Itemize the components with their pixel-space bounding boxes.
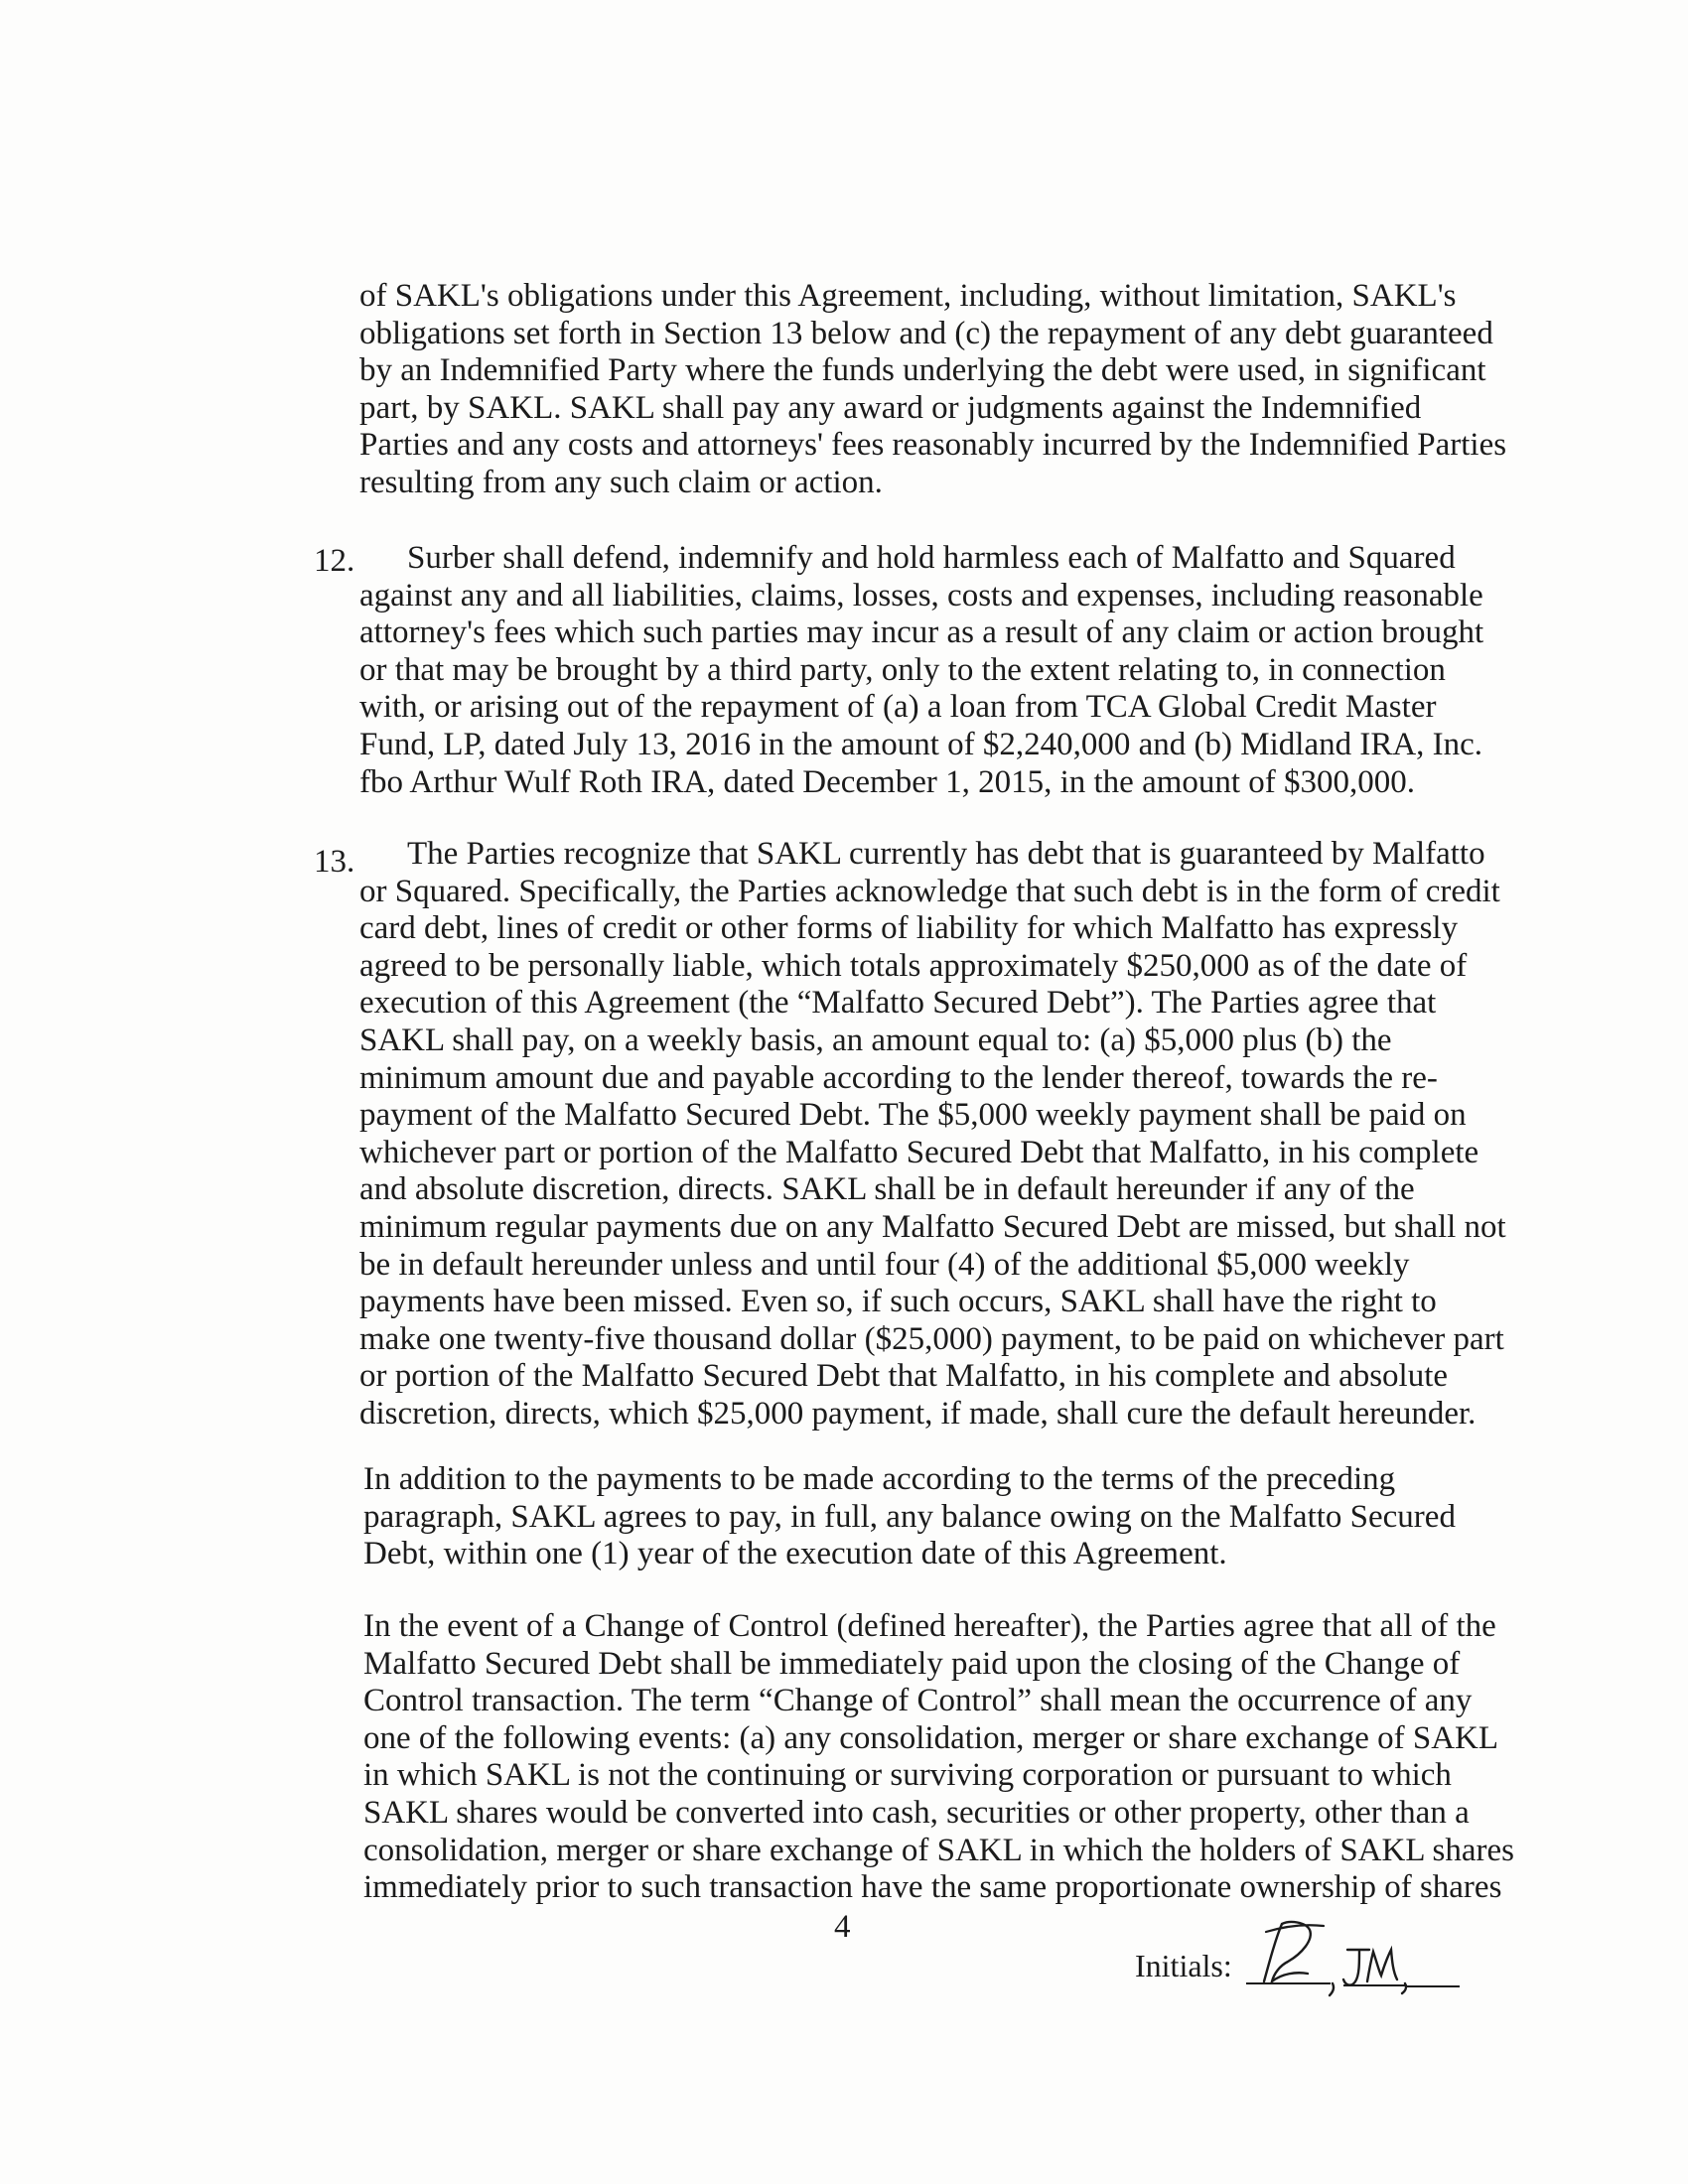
text-line: The Parties recognize that SAKL currently has debt that is guaranteed by Malfatto xyxy=(407,836,1485,872)
paragraph-11-continued xyxy=(359,278,1506,502)
text-line: attorney's fees which such parties may incur as a result of any claim or action brought xyxy=(359,614,1484,651)
section-number-12: 12. xyxy=(314,543,355,579)
initials-blank-line xyxy=(1405,1985,1460,1987)
text-line: make one twenty-five thousand dollar ($25,000) payment, to be paid on whichever part xyxy=(359,1320,1504,1357)
text-line: by an Indemnified Party where the funds underlying the debt were used, in significant xyxy=(359,352,1486,389)
text-line: payment of the Malfatto Secured Debt. The $5,000 weekly payment shall be paid on xyxy=(359,1097,1467,1134)
text-line: against any and all liabilities, claims, losses, costs and expenses, including reasonable xyxy=(359,577,1483,614)
text-line: discretion, directs, which $25,000 payment, if made, shall cure the default hereunder. xyxy=(359,1395,1477,1432)
text-line: or Squared. Specifically, the Parties acknowledge that such debt is in the form of credit xyxy=(359,873,1500,909)
paragraph-additional-payments xyxy=(363,1461,1456,1573)
text-line: In the event of a Change of Control (defined hereafter), the Parties agree that all of the xyxy=(363,1608,1496,1644)
text-line: or that may be brought by a third party, only to the extent relating to, in connection xyxy=(359,651,1446,688)
text-line: fbo Arthur Wulf Roth IRA, dated December 1, 2015, in the amount of $300,000. xyxy=(359,763,1416,800)
text-line: of SAKL's obligations under this Agreement, including, without limitation, SAKL's xyxy=(359,278,1457,314)
text-line: Debt, within one (1) year of the execution date of this Agreement. xyxy=(363,1536,1227,1572)
initials-label: Initials: xyxy=(1135,1948,1232,1983)
text-line: resulting from any such claim or action. xyxy=(359,464,883,500)
text-line: agreed to be personally liable, which totals approximately $250,000 as of the date of xyxy=(359,947,1468,984)
text-line: minimum regular payments due on any Malfatto Secured Debt are missed, but shall not xyxy=(359,1208,1506,1245)
section-number-13: 13. xyxy=(314,844,355,880)
text-line: whichever part or portion of the Malfatto Secured Debt that Malfatto, in his complete xyxy=(359,1134,1479,1170)
text-line: SAKL shares would be converted into cash, securities or other property, other than a xyxy=(363,1794,1470,1831)
text-line: Parties and any costs and attorneys' fees reasonably incurred by the Indemnified Parties xyxy=(359,427,1507,464)
text-line: card debt, lines of credit or other forms of liability for which Malfatto has expressly xyxy=(359,910,1459,947)
page-number: 4 xyxy=(834,1909,851,1945)
text-line: Surber shall defend, indemnify and hold harmless each of Malfatto and Squared xyxy=(407,540,1456,576)
text-line: be in default hereunder unless and until four (4) of the additional $5,000 weekly xyxy=(359,1246,1410,1283)
handwritten-initials-signature xyxy=(1236,1914,1465,2003)
text-line: In addition to the payments to be made according to the terms of the preceding xyxy=(363,1461,1396,1497)
text-line: or portion of the Malfatto Secured Debt that Malfatto, in his complete and absolute xyxy=(359,1358,1449,1395)
text-line: payments have been missed. Even so, if such occurs, SAKL shall have the right to xyxy=(359,1284,1437,1320)
text-line: SAKL shall pay, on a weekly basis, an amount equal to: (a) $5,000 plus (b) the xyxy=(359,1022,1392,1058)
text-line: execution of this Agreement (the “Malfatto Secured Debt”). The Parties agree that xyxy=(359,985,1437,1022)
text-line: Control transaction. The term “Change of Control” shall mean the occurrence of any xyxy=(363,1683,1473,1719)
text-line: Malfatto Secured Debt shall be immediately paid upon the closing of the Change of xyxy=(363,1645,1461,1682)
text-line: part, by SAKL. SAKL shall pay any award or judgments against the Indemnified xyxy=(359,389,1422,426)
text-line: in which SAKL is not the continuing or surviving corporation or pursuant to which xyxy=(363,1757,1452,1794)
text-line: minimum amount due and payable according to the lender thereof, towards the re- xyxy=(359,1059,1438,1096)
paragraph-13 xyxy=(359,836,1506,1433)
text-line: consolidation, merger or share exchange of SAKL in which the holders of SAKL shares xyxy=(363,1832,1514,1868)
paragraph-change-of-control xyxy=(363,1608,1514,1907)
text-line: paragraph, SAKL agrees to pay, in full, any balance owing on the Malfatto Secured xyxy=(363,1498,1456,1535)
text-line: Fund, LP, dated July 13, 2016 in the amount of $2,240,000 and (b) Midland IRA, Inc. xyxy=(359,726,1483,762)
text-line: and absolute discretion, directs. SAKL shall be in default hereunder if any of the xyxy=(359,1171,1415,1208)
text-line: one of the following events: (a) any consolidation, merger or share exchange of SAKL xyxy=(363,1719,1499,1756)
text-line: obligations set forth in Section 13 below and (c) the repayment of any debt guaranteed xyxy=(359,315,1493,351)
text-line: with, or arising out of the repayment of (a) a loan from TCA Global Credit Master xyxy=(359,689,1437,726)
text-line: immediately prior to such transaction have the same proportionate ownership of shares xyxy=(363,1869,1502,1906)
paragraph-12 xyxy=(359,540,1483,801)
